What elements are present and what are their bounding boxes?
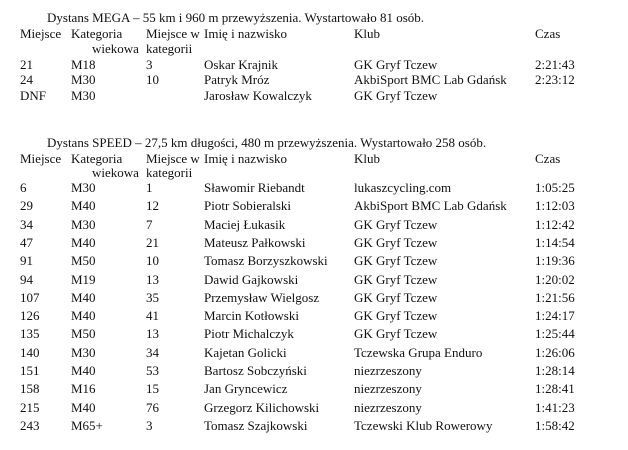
cell-kategoria: M30 [71, 72, 96, 88]
cell-imie: Przemysław Wielgosz [204, 289, 320, 305]
cell-miejsce-w: 13 [146, 326, 159, 342]
cell-kategoria: M19 [71, 271, 96, 287]
cell-czas: 1:19:36 [535, 253, 575, 269]
cell-imie: Bartosz Sobczyński [204, 363, 307, 378]
cell-kategoria: M65+ [71, 417, 103, 433]
cell-klub: GK Gryf Tczew [354, 271, 438, 287]
cell-imie: Oskar Krajnik [204, 57, 279, 72]
header-czas: Czas [535, 26, 561, 41]
cell-miejsce: 47 [20, 234, 33, 250]
cell-miejsce-w: 35 [146, 289, 159, 305]
cell-czas: 1:21:56 [535, 289, 575, 305]
cell-miejsce: 24 [20, 72, 33, 88]
cell-imie: Jan Gryncewicz [204, 381, 288, 397]
header-kategoria-line2: wiekowa [92, 165, 139, 180]
header-imie: Imię i nazwisko [204, 151, 288, 166]
cell-miejsce-w: 53 [146, 363, 159, 378]
cell-miejsce-w: 41 [146, 308, 159, 324]
header-miejsce-w-line2: kategorii [146, 165, 193, 180]
cell-miejsce: 94 [20, 271, 33, 287]
cell-czas: 1:14:54 [535, 234, 575, 250]
header-kategoria: Kategoria [71, 151, 123, 166]
cell-klub: GK Gryf Tczew [354, 326, 438, 342]
cell-imie: Mateusz Pałkowski [204, 234, 306, 250]
cell-kategoria: M16 [71, 381, 96, 397]
cell-klub: GK Gryf Tczew [354, 289, 438, 305]
header-miejsce-w: Miejsce w [146, 26, 200, 41]
cell-kategoria: M30 [71, 216, 96, 232]
cell-kategoria: M40 [71, 289, 96, 305]
cell-kategoria: M18 [71, 57, 96, 72]
cell-miejsce-w: 13 [146, 271, 159, 287]
cell-klub: GK Gryf Tczew [354, 308, 438, 324]
cell-imie: Tomasz Szajkowski [204, 417, 308, 433]
cell-miejsce: 126 [20, 308, 40, 324]
cell-kategoria: M40 [71, 198, 96, 214]
header-miejsce: Miejsce [20, 26, 62, 41]
cell-miejsce: 158 [20, 381, 40, 397]
cell-kategoria: M50 [71, 326, 96, 342]
cell-czas: 1:25:44 [535, 326, 575, 342]
cell-miejsce: 140 [20, 344, 40, 360]
cell-imie: Marcin Kotłowski [204, 308, 299, 324]
cell-imie: Sławomir Riebandt [204, 180, 305, 195]
cell-kategoria: M50 [71, 253, 96, 269]
cell-kategoria: M40 [71, 399, 96, 415]
cell-miejsce: 91 [20, 253, 33, 269]
cell-miejsce: 107 [20, 289, 40, 305]
cell-kategoria: M40 [71, 234, 96, 250]
cell-kategoria: M30 [71, 87, 96, 103]
cell-klub: GK Gryf Tczew [354, 57, 438, 72]
header-klub: Klub [354, 26, 380, 41]
cell-miejsce-w: 34 [146, 344, 159, 360]
cell-miejsce: 243 [20, 417, 40, 433]
cell-klub: niezrzeszony [354, 381, 422, 397]
cell-czas: 2:23:12 [535, 72, 575, 88]
cell-czas: 1:24:17 [535, 308, 575, 324]
cell-klub: GK Gryf Tczew [354, 216, 438, 232]
cell-imie: Patryk Mróz [204, 72, 270, 88]
header-kategoria-line2: wiekowa [92, 41, 139, 56]
cell-imie: Grzegorz Kilichowski [204, 399, 320, 415]
cell-miejsce-w: 7 [146, 216, 153, 232]
section-heading: Dystans SPEED – 27,5 km długości, 480 m przewyższenia. Wystartowało 258 osób. [47, 135, 487, 150]
cell-kategoria: M30 [71, 180, 96, 195]
cell-imie: Piotr Michalczyk [204, 326, 294, 342]
cell-czas: 1:05:25 [535, 180, 575, 195]
cell-miejsce-w: 3 [146, 57, 153, 72]
cell-miejsce: 34 [20, 216, 33, 232]
cell-miejsce-w: 10 [146, 253, 159, 269]
cell-klub: GK Gryf Tczew [354, 87, 438, 103]
cell-miejsce-w: 12 [146, 198, 159, 214]
header-imie: Imię i nazwisko [204, 26, 288, 41]
cell-imie: Piotr Sobieralski [204, 198, 292, 214]
cell-miejsce: 21 [20, 57, 33, 72]
header-kategoria: Kategoria [71, 26, 123, 41]
header-klub: Klub [354, 151, 380, 166]
cell-miejsce: 215 [20, 399, 40, 415]
cell-klub: AkbiSport BMC Lab Gdańsk [354, 198, 507, 214]
cell-imie: Kajetan Golicki [204, 344, 287, 360]
cell-imie: Dawid Gajkowski [204, 271, 299, 287]
cell-kategoria: M30 [71, 344, 96, 360]
cell-miejsce-w: 1 [146, 180, 153, 195]
cell-miejsce: DNF [20, 87, 47, 103]
cell-miejsce: 29 [20, 198, 33, 214]
header-miejsce-w: Miejsce w [146, 151, 200, 166]
cell-miejsce: 6 [20, 180, 27, 195]
cell-klub: niezrzeszony [354, 399, 422, 415]
cell-czas: 1:12:42 [535, 216, 575, 232]
cell-czas: 1:12:03 [535, 198, 575, 214]
header-czas: Czas [535, 151, 561, 166]
cell-imie: Tomasz Borzyszkowski [204, 253, 328, 269]
cell-miejsce-w: 15 [146, 381, 159, 397]
cell-miejsce: 135 [20, 326, 40, 342]
cell-kategoria: M40 [71, 308, 96, 324]
cell-miejsce-w: 10 [146, 72, 159, 88]
cell-klub: GK Gryf Tczew [354, 253, 438, 269]
cell-klub: lukaszcycling.com [354, 180, 452, 195]
cell-czas: 1:26:06 [535, 344, 575, 360]
header-miejsce: Miejsce [20, 151, 62, 166]
cell-czas: 1:41:23 [535, 399, 575, 415]
cell-klub: Tczewski Klub Rowerowy [354, 417, 493, 433]
cell-imie: Maciej Łukasik [204, 216, 286, 232]
cell-imie: Jarosław Kowalczyk [204, 87, 312, 103]
cell-czas: 1:28:41 [535, 381, 575, 397]
cell-miejsce-w: 76 [146, 399, 159, 415]
section-heading: Dystans MEGA – 55 km i 960 m przewyższenia. Wystartowało 81 osób. [47, 10, 425, 25]
cell-miejsce: 151 [20, 363, 40, 378]
cell-czas: 1:58:42 [535, 417, 575, 433]
cell-klub: Tczewska Grupa Enduro [354, 344, 483, 360]
cell-klub: AkbiSport BMC Lab Gdańsk [354, 72, 507, 88]
cell-miejsce-w: 3 [146, 417, 153, 433]
header-miejsce-w-line2: kategorii [146, 41, 193, 56]
cell-kategoria: M40 [71, 363, 96, 378]
cell-klub: niezrzeszony [354, 363, 422, 378]
cell-czas: 1:20:02 [535, 271, 575, 287]
cell-klub: GK Gryf Tczew [354, 234, 438, 250]
cell-czas: 2:21:43 [535, 57, 575, 72]
cell-miejsce-w: 21 [146, 234, 159, 250]
cell-czas: 1:28:14 [535, 363, 575, 378]
